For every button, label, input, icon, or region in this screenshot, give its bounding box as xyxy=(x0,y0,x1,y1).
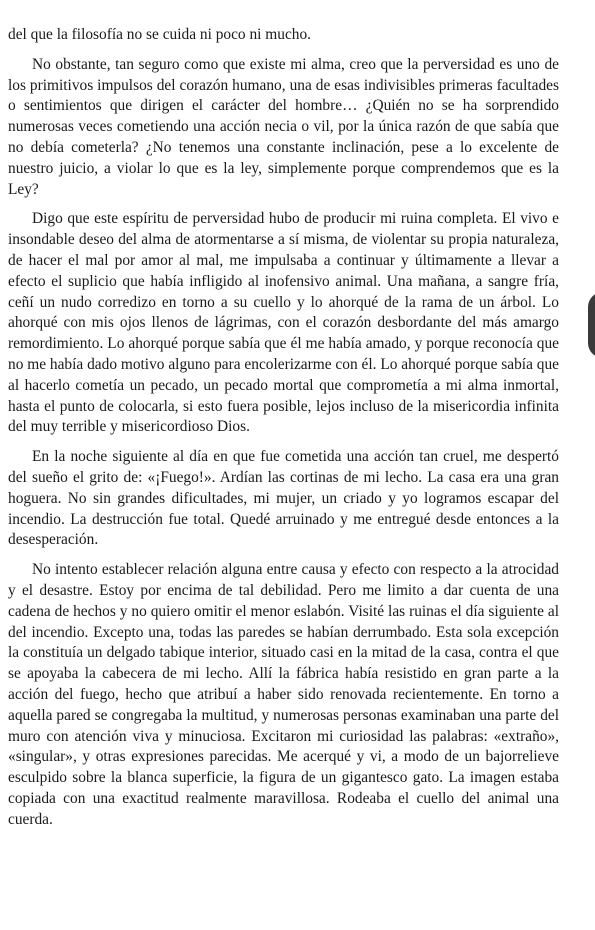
paragraph: No intento establecer relación alguna entre causa y efecto con respecto a la atrocidad y el desastre. Estoy por encima de tal debilidad. Pero me limito a dar cuenta de una cadena de hechos y no quiero omitir el menor eslabón. Visité las ruinas el día siguiente al del incendio. Excepto una, todas las paredes se habían derrumbado. Esta sola excepción la constituía un delgado tabique interior, situado casi en la mitad de la casa, contra el que se apoyaba la cabecera de mi lecho. Allí la fábrica había resistido en gran parte a la acción del fuego, hecho que atribuí a haber sido renovada recientemente. En torno a aquella pared se congregaba la multitud, y numerosas personas examinaban una parte del muro con atención viva y minuciosa. Excitaron mi curiosidad las palabras: «extraño», «singular», y otras expresiones parecidas. Me acerqué y vi, a modo de un bajorrelieve esculpido sobre la blanca superficie, la figura de un gigantesco gato. La imagen estaba copiada con una exactitud realmente maravillosa. Rodeaba el cuello del animal una cuerda. xyxy=(8,561,559,828)
scroll-handle[interactable] xyxy=(588,292,595,358)
paragraph: En la noche siguiente al día en que fue cometida una acción tan cruel, me despertó del sueño el grito de: «¡Fuego!». Ardían las cortinas de mi lecho. La casa era una gran hoguera. No sin grandes dificultades, mi mujer, un criado y yo logramos escapar del incendio. La destrucción fue total. Quedé arruinado y me entregué desde entonces a la desesperación. xyxy=(8,448,559,549)
paragraph: No obstante, tan seguro como que existe mi alma, creo que la perversidad es uno de los primitivos impulsos del corazón humano, una de esas indivisibles primeras facultades o sentimientos que dirigen el carácter del hombre… ¿Quién no se ha sorprendido numerosas veces cometiendo una acción necia o vil, por la única razón de que sabía que no debía cometerla? ¿No tenemos una constante inclinación, pese a lo excelente de nuestro juicio, a violar lo que es la ley, simplemente porque comprendemos que es la Ley? xyxy=(8,55,559,198)
paragraph-continuation: del que la filosofía no se cuida ni poco ni mucho. xyxy=(8,26,312,43)
document-page xyxy=(8,25,559,830)
paragraph: Digo que este espíritu de perversidad hubo de producir mi ruina completa. El vivo e insondable deseo del alma de atormentarse a sí misma, de violentar su propia naturaleza, de hacer el mal por amor al mal, me impulsaba a continuar y últimamente a llevar a efecto el suplicio que había infligido al inofensivo animal. Una mañana, a sangre fría, ceñí un nudo corredizo en torno a su cuello y lo ahorqué de la rama de un árbol. Lo ahorqué con mis ojos llenos de lágrimas, con el corazón desbordante del más amargo remordimiento. Lo ahorqué porque sabía que él me había amado, y porque reconocía que no me había dado motivo alguno para encolerizarme con él. Lo ahorqué porque sabía que al hacerlo cometía un pecado, un pecado mortal que comprometía a mi alma inmortal, hasta el punto de colocarla, si esto fuera posible, lejos incluso de la misericordia infinita del muy terrible y misericordioso Dios. xyxy=(8,210,559,436)
